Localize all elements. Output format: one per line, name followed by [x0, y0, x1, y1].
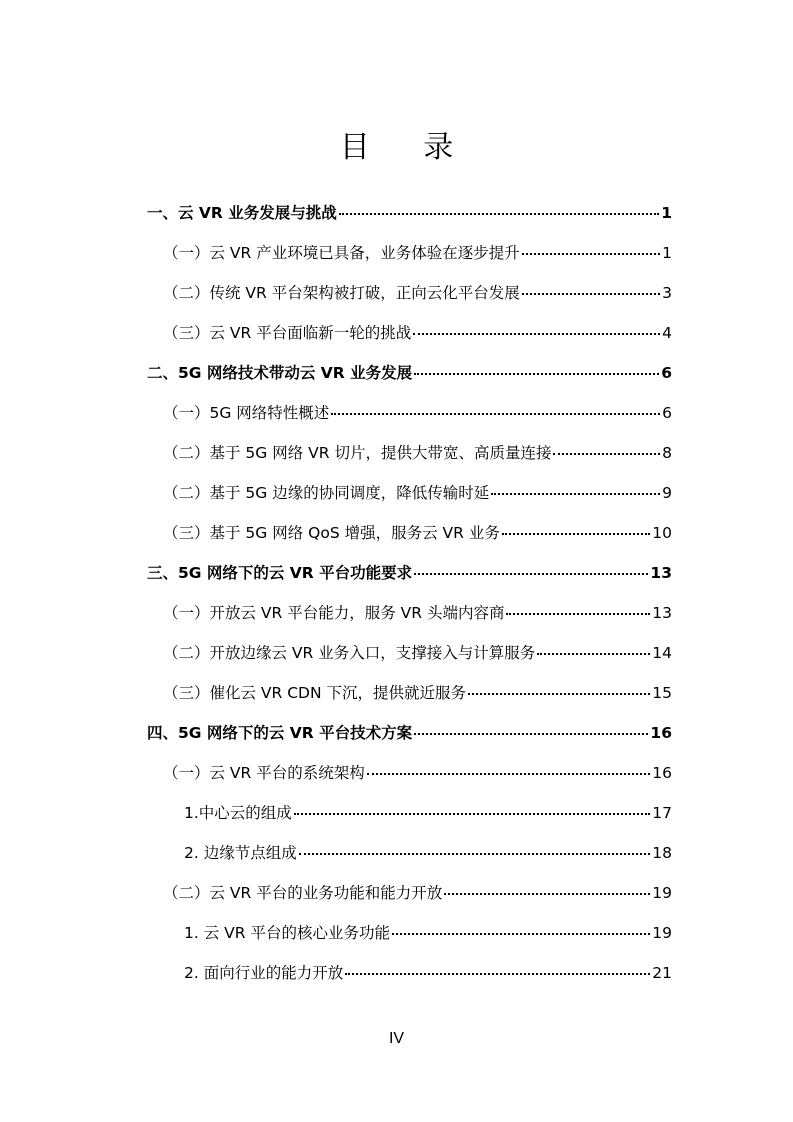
toc-entry-page: 3: [662, 284, 672, 302]
dot-leader: [522, 252, 660, 255]
toc-entry-label: （二）传统 VR 平台架构被打破，正向云化平台发展: [163, 284, 520, 302]
toc-entry-label: 四、5G 网络下的云 VR 平台技术方案: [147, 724, 413, 742]
toc-entry-page: 18: [652, 844, 672, 862]
toc-entry[interactable]: [147, 401, 672, 441]
toc-entry-page: 1: [661, 204, 672, 222]
toc-entry-label: （三）催化云 VR CDN 下沉，提供就近服务: [163, 684, 467, 702]
toc-entry[interactable]: [147, 721, 672, 761]
toc-entry-page: 21: [652, 964, 672, 982]
toc-entry-page: 13: [652, 604, 672, 622]
toc-entry-page: 1: [662, 244, 672, 262]
dot-leader: [491, 492, 660, 495]
page-title: 目 录: [339, 130, 476, 165]
dot-leader: [537, 652, 650, 655]
toc-entry-page: 8: [662, 444, 672, 462]
toc-entry[interactable]: [147, 681, 672, 721]
toc-entry-label: 2. 边缘节点组成: [184, 844, 297, 862]
toc-entry[interactable]: [147, 521, 672, 561]
dot-leader: [506, 612, 650, 615]
toc-entry-label: （一）云 VR 平台的系统架构: [163, 764, 365, 782]
toc-entry[interactable]: [147, 561, 672, 601]
toc-entry-page: 10: [652, 524, 672, 542]
toc-entry-label: （二）开放边缘云 VR 业务入口，支撑接入与计算服务: [163, 644, 536, 662]
toc-entry-label: 2. 面向行业的能力开放: [184, 964, 344, 982]
dot-leader: [468, 692, 650, 695]
toc-entry-label: 三、5G 网络下的云 VR 平台功能要求: [147, 564, 413, 582]
dot-leader: [299, 852, 651, 855]
toc-entry-page: 6: [661, 364, 672, 382]
toc-entry[interactable]: [147, 481, 672, 521]
dot-leader: [392, 932, 650, 935]
toc-entry[interactable]: [147, 881, 672, 921]
toc-entry[interactable]: [147, 201, 672, 241]
toc-entry-label: 1.中心云的组成: [184, 804, 292, 822]
toc-entry-page: 19: [652, 884, 672, 902]
toc-entry-page: 6: [662, 404, 672, 422]
toc-entry-label: （一）开放云 VR 平台能力，服务 VR 头端内容商: [163, 604, 505, 622]
table-of-contents: [147, 201, 672, 1001]
toc-entry-label: （二）云 VR 平台的业务功能和能力开放: [163, 884, 443, 902]
dot-leader: [522, 292, 660, 295]
toc-entry-label: （三）云 VR 平台面临新一轮的挑战: [163, 324, 412, 342]
toc-entry-label: （二）基于 5G 边缘的协同调度，降低传输时延: [163, 484, 490, 502]
toc-entry-label: （二）基于 5G 网络 VR 切片，提供大带宽、高质量连接: [163, 444, 552, 462]
dot-leader: [367, 772, 651, 775]
dot-leader: [294, 812, 650, 815]
toc-entry[interactable]: [147, 241, 672, 281]
toc-entry[interactable]: [147, 361, 672, 401]
toc-entry[interactable]: [147, 641, 672, 681]
dot-leader: [553, 452, 660, 455]
toc-entry-label: 1. 云 VR 平台的核心业务功能: [184, 924, 390, 942]
toc-entry-page: 13: [650, 564, 672, 582]
toc-entry[interactable]: [147, 801, 672, 841]
toc-entry[interactable]: [147, 921, 672, 961]
dot-leader: [502, 532, 650, 535]
toc-entry-page: 17: [652, 804, 672, 822]
page-number: IV: [388, 1030, 405, 1047]
toc-entry-page: 16: [650, 724, 672, 742]
toc-entry[interactable]: [147, 841, 672, 881]
toc-entry-label: 一、云 VR 业务发展与挑战: [147, 204, 337, 222]
dot-leader: [331, 412, 660, 415]
toc-entry-page: 14: [652, 644, 672, 662]
toc-entry-page: 19: [652, 924, 672, 942]
toc-entry-label: （三）基于 5G 网络 QoS 增强，服务云 VR 业务: [163, 524, 500, 542]
toc-entry-page: 16: [652, 764, 672, 782]
dot-leader: [339, 212, 659, 215]
dot-leader: [414, 732, 648, 735]
dot-leader: [414, 372, 659, 375]
toc-entry-label: （一）5G 网络特性概述: [163, 404, 330, 422]
toc-entry-page: 15: [652, 684, 672, 702]
toc-entry[interactable]: [147, 601, 672, 641]
toc-entry-label: （一）云 VR 产业环境已具备，业务体验在逐步提升: [163, 244, 520, 262]
toc-entry-label: 二、5G 网络技术带动云 VR 业务发展: [147, 364, 413, 382]
toc-entry[interactable]: [147, 961, 672, 1001]
toc-entry[interactable]: [147, 761, 672, 801]
toc-entry[interactable]: [147, 441, 672, 481]
dot-leader: [444, 892, 650, 895]
toc-entry[interactable]: [147, 321, 672, 361]
dot-leader: [345, 972, 650, 975]
toc-entry[interactable]: [147, 281, 672, 321]
toc-entry-page: 9: [662, 484, 672, 502]
dot-leader: [413, 332, 660, 335]
dot-leader: [414, 572, 648, 575]
toc-entry-page: 4: [662, 324, 672, 342]
